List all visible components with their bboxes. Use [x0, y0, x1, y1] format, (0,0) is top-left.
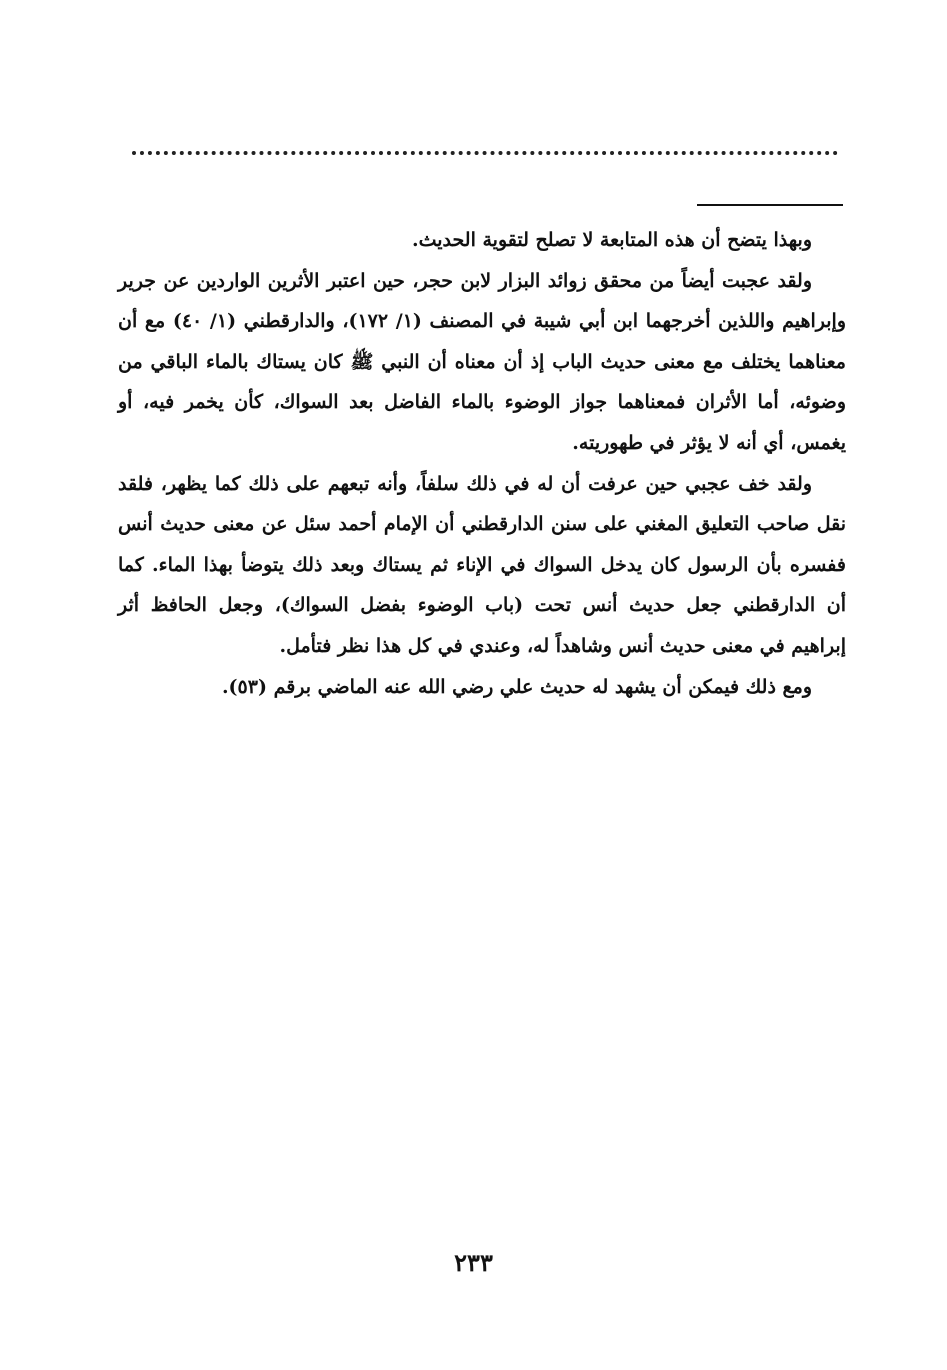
page-number: ٢٣٣ — [454, 1248, 493, 1277]
body-text — [118, 220, 846, 707]
paragraph-3: ولقد خف عجبي حين عرفت أن له في ذلك سلفاً، وأنه تبعهم على ذلك كما يظهر، فلقد نقل صاحب التعليق المغني على سنن الدارقطني أن الإمام أحمد سئل عن معنى حديث أنس ففسره بأن الرسول كان يدخل السواك في الإناء ثم يستاك وبعد ذلك يتوضأ بهذا الماء. كما أن الدارقطني جعل حديث أنس تحت (باب الوضوء بفضل السواك)، وجعل الحافظ أثر إبراهيم في معنى حديث أنس وشاهداً له، وعندي في كل هذا نظر فتأمل. — [118, 472, 846, 657]
paragraph-2: ولقد عجبت أيضاً من محقق زوائد البزار لابن حجر، حين اعتبر الأثرين الواردين عن جرير وإبراهيم واللذين أخرجهما ابن أبي شيبة في المصنف (١/ ١٧٢)، والدارقطني (١/ ٤٠) مع أن معناهما يختلف مع معنى حديث الباب إذ أن معناه أن النبي ﷺ كان يستاك بالماء الباقي من وضوئه، أما الأثران فمعناهما جواز الوضوء بالماء الفاضل بعد السواك، كأن يخمر فيه، أو يغمس، أي أنه لا يؤثر في طهوريته. — [118, 269, 846, 454]
paragraph-1: وبهذا يتضح أن هذه المتابعة لا تصلح لتقوية الحديث. — [412, 229, 812, 251]
dotted-separator — [132, 151, 838, 155]
paragraph-4: ومع ذلك فيمكن أن يشهد له حديث علي رضي الله عنه الماضي برقم (٥٣). — [221, 675, 812, 698]
short-rule — [697, 204, 843, 206]
